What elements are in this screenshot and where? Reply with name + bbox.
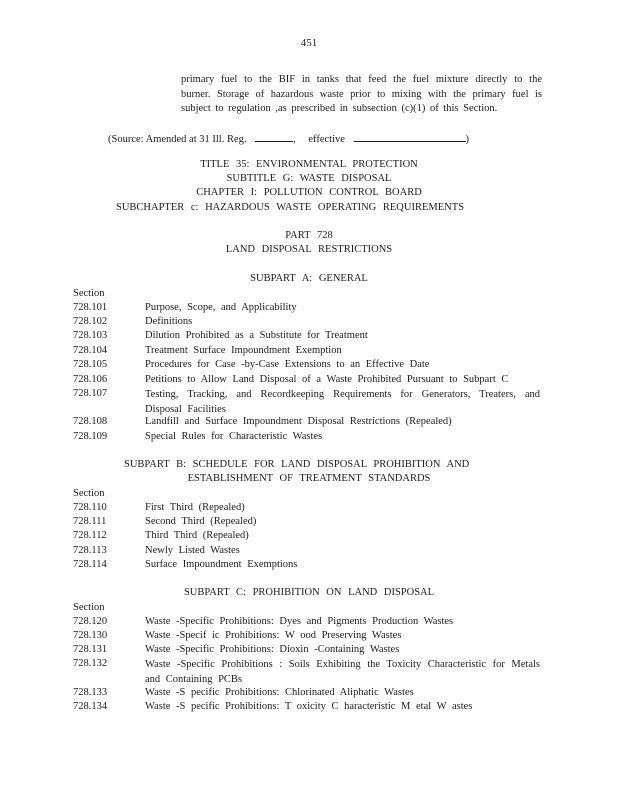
section-title: Purpose, Scope, and Applicability: [145, 302, 297, 313]
section-title: Waste -Specific Prohibitions: Dioxin -Containing Wastes: [145, 644, 400, 655]
section-title: Waste -S pecific Prohibitions: Chlorinated Aliphatic Wastes: [145, 687, 414, 698]
section-title: Waste -Specific Prohibitions : Soils Exhibiting the Toxicity Characteristic for Metals and Containing PCBs: [145, 659, 540, 685]
part-title: LAND DISPOSAL RESTRICTIONS: [225, 244, 393, 255]
section-number: 728.102: [73, 316, 108, 327]
subchapter-heading: SUBCHAPTER c: HAZARDOUS WASTE OPERATING REQUIREMENTS: [116, 202, 464, 213]
section-title: Waste -Specific Prohibitions: Dyes and Pigments Production Wastes: [145, 616, 454, 627]
subpart-b-heading-line2: ESTABLISHMENT OF TREATMENT STANDARDS: [187, 473, 431, 484]
section-label: Section: [73, 602, 105, 613]
section-title: Surface Impoundment Exemptions: [145, 559, 298, 570]
subtitle-heading: SUBTITLE G: WASTE DISPOSAL: [226, 173, 392, 184]
section-number: 728.114: [73, 559, 107, 570]
source-line: [108, 131, 469, 145]
source-close: ): [465, 134, 470, 145]
section-number: 728.104: [73, 345, 108, 356]
section-title: Newly Listed Wastes: [145, 545, 240, 556]
page-number: 451: [300, 37, 318, 49]
section-number: 728.106: [73, 374, 108, 385]
section-title: Special Rules for Characteristic Wastes: [145, 431, 323, 442]
effective-label: effective: [308, 134, 345, 145]
section-title: Definitions: [145, 316, 193, 327]
section-number: 728.113: [73, 545, 107, 556]
section-number: 728.103: [73, 330, 108, 341]
section-number: 728.130: [73, 630, 108, 641]
section-title: Second Third (Repealed): [145, 516, 257, 527]
section-number: 728.131: [73, 644, 108, 655]
source-separator: ,: [293, 134, 296, 145]
section-title: Dilution Prohibited as a Substitute for Treatment: [145, 330, 368, 341]
chapter-heading: CHAPTER I: POLLUTION CONTROL BOARD: [196, 187, 422, 198]
section-title: Landfill and Surface Impoundment Disposal Restrictions (Repealed): [145, 416, 452, 427]
section-number: 728.111: [73, 516, 107, 527]
section-title: Third Third (Repealed): [145, 530, 249, 541]
section-title: Treatment Surface Impoundment Exemption: [145, 345, 342, 356]
subpart-c-heading: SUBPART C: PROHIBITION ON LAND DISPOSAL: [183, 587, 435, 598]
section-number: 728.107: [73, 388, 108, 399]
section-number: 728.132: [73, 658, 108, 669]
section-number: 728.105: [73, 359, 108, 370]
subpart-a-heading: SUBPART A: GENERAL: [250, 273, 368, 284]
section-label: Section: [73, 488, 105, 499]
subpart-b-heading-line1: SUBPART B: SCHEDULE FOR LAND DISPOSAL PROHIBITION AND: [124, 459, 470, 470]
part-heading: PART 728: [285, 230, 333, 241]
section-number: 728.120: [73, 616, 108, 627]
section-number: 728.109: [73, 431, 108, 442]
section-number: 728.108: [73, 416, 108, 427]
section-title: Petitions to Allow Land Disposal of a Waste Prohibited Pursuant to Subpart C: [145, 374, 509, 385]
section-label: Section: [73, 288, 105, 299]
section-number: 728.112: [73, 530, 107, 541]
section-title: Testing, Tracking, and Recordkeeping Requirements for Generators, Treaters, and Disposal Facilities: [145, 389, 540, 415]
section-number: 728.110: [73, 502, 107, 513]
section-title: First Third (Repealed): [145, 502, 245, 513]
section-number: 728.101: [73, 302, 108, 313]
section-number: 728.134: [73, 701, 108, 712]
register-page-blank: [255, 131, 293, 142]
effective-date-blank: [354, 131, 466, 142]
section-number: 728.133: [73, 687, 108, 698]
title-heading: TITLE 35: ENVIRONMENTAL PROTECTION: [200, 159, 418, 170]
intro-paragraph: primary fuel to the BIF in tanks that feed the fuel mixture directly to the burner. Storage of hazardous waste prior to mixing with the primary fuel is subject to regulation ,as prescribed in subsection (c)(1) of this Section.: [181, 74, 542, 114]
section-title: Waste -S pecific Prohibitions: T oxicity C haracteristic M etal W astes: [145, 701, 473, 712]
source-prefix: (Source: Amended at 31 Ill. Reg.: [108, 134, 247, 145]
section-title: Procedures for Case -by-Case Extensions to an Effective Date: [145, 359, 430, 370]
section-title: Waste -Specif ic Prohibitions: W ood Preserving Wastes: [145, 630, 402, 641]
